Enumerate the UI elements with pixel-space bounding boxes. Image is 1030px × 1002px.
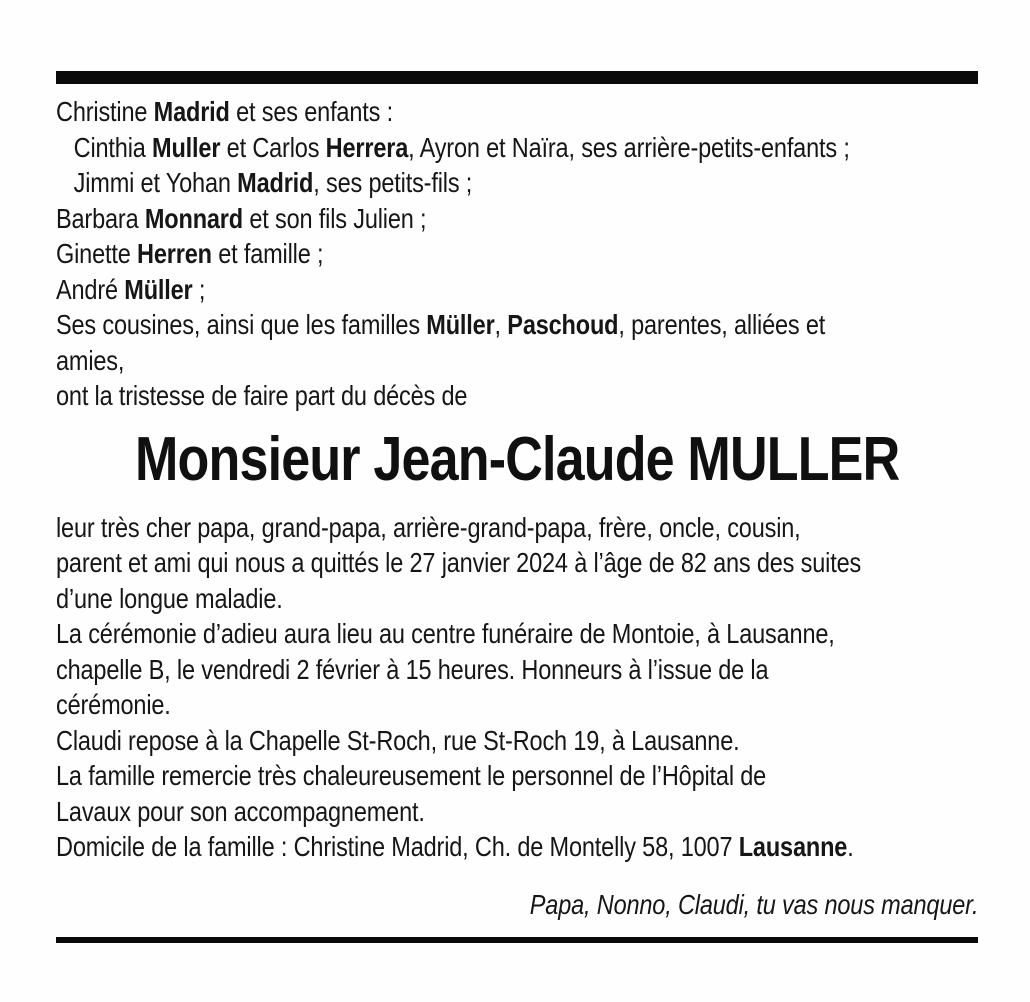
name-bold-segment: Monnard — [144, 202, 243, 234]
text-segment: amies, — [56, 344, 125, 376]
text-line — [56, 510, 978, 546]
text-line — [56, 130, 978, 166]
text-segment: André — [56, 273, 125, 305]
bottom-divider-rule — [56, 937, 978, 943]
text-line — [56, 545, 978, 581]
text-segment: leur très cher papa, grand-papa, arrière-grand-papa, frère, oncle, cousin, — [56, 511, 801, 543]
text-segment: et son fils Julien ; — [242, 202, 427, 234]
text-segment: cérémonie. — [56, 689, 171, 720]
name-bold-segment: Lausanne — [738, 831, 848, 862]
text-segment: , — [494, 309, 508, 340]
text-segment: Barbara — [56, 202, 145, 234]
text-segment: parent et ami qui nous a quittés le 27 janvier 2024 à l’âge de 82 ans des suites — [56, 547, 862, 578]
text-segment: Lavaux pour son accompagnement. — [56, 795, 425, 827]
name-bold-segment: Madrid — [237, 167, 314, 198]
text-line — [56, 829, 978, 865]
text-segment: La cérémonie d’adieu aura lieu au centre funéraire de Montoie, à Lausanne, — [56, 618, 835, 649]
farewell-line: Papa, Nonno, Claudi, tu vas nous manquer. — [529, 888, 979, 920]
text-line — [56, 794, 978, 830]
text-segment: La famille remercie très chaleureusement le personnel de l’Hôpital de — [56, 760, 767, 791]
text-segment: Cinthia — [73, 131, 153, 163]
text-segment: et famille ; — [211, 238, 324, 269]
text-segment: ont la tristesse de faire part du décès de — [56, 380, 468, 411]
name-bold-segment: Müller — [426, 309, 495, 340]
text-line — [56, 94, 978, 130]
name-bold-segment: Muller — [152, 131, 221, 163]
name-bold-segment: Herrera — [325, 131, 409, 163]
text-segment: , ses petits-fils ; — [313, 167, 473, 198]
family-intro-lines — [56, 94, 978, 414]
text-line — [56, 758, 978, 794]
text-segment: Ses cousines, ainsi que les familles — [56, 309, 427, 340]
text-line — [56, 201, 978, 237]
text-line — [56, 616, 978, 652]
top-divider-rule — [56, 71, 978, 84]
text-segment: Ginette — [56, 238, 138, 269]
text-line — [56, 165, 978, 201]
name-bold-segment: Herren — [137, 238, 212, 269]
text-segment: ; — [192, 273, 206, 305]
text-segment: et ses enfants : — [229, 96, 393, 127]
text-segment: , Ayron et Naïra, ses arrière-petits-enfants ; — [408, 131, 850, 163]
text-segment: Domicile de la famille : Christine Madrid, Ch. de Montelly 58, 1007 — [56, 831, 739, 862]
text-line — [56, 723, 978, 759]
text-line — [56, 378, 978, 414]
text-segment: Claudi repose à la Chapelle St-Roch, rue St-Roch 19, à Lausanne. — [56, 724, 740, 756]
notice-content — [56, 94, 978, 922]
notice-text-column — [56, 94, 978, 922]
text-segment: chapelle B, le vendredi 2 février à 15 heures. Honneurs à l’issue de la — [56, 653, 769, 685]
text-line — [56, 307, 978, 343]
text-line — [56, 687, 978, 723]
text-segment: , parentes, alliées et — [618, 309, 826, 340]
name-bold-segment: Paschoud — [507, 309, 619, 340]
name-bold-segment: Müller — [124, 273, 193, 305]
notice-body-lines — [56, 510, 978, 865]
text-segment: . — [847, 831, 854, 862]
name-bold-segment: Madrid — [153, 96, 230, 127]
text-line — [56, 272, 978, 308]
text-segment: d’une longue maladie. — [56, 582, 283, 614]
text-segment: Jimmi et Yohan — [73, 167, 238, 198]
text-segment: et Carlos — [220, 131, 326, 163]
text-line — [56, 343, 978, 379]
text-line — [56, 581, 978, 617]
deceased-name-heading: Monsieur Jean-Claude MULLER — [134, 424, 900, 494]
text-line — [56, 236, 978, 272]
text-line — [56, 652, 978, 688]
text-segment: Christine — [56, 96, 154, 127]
